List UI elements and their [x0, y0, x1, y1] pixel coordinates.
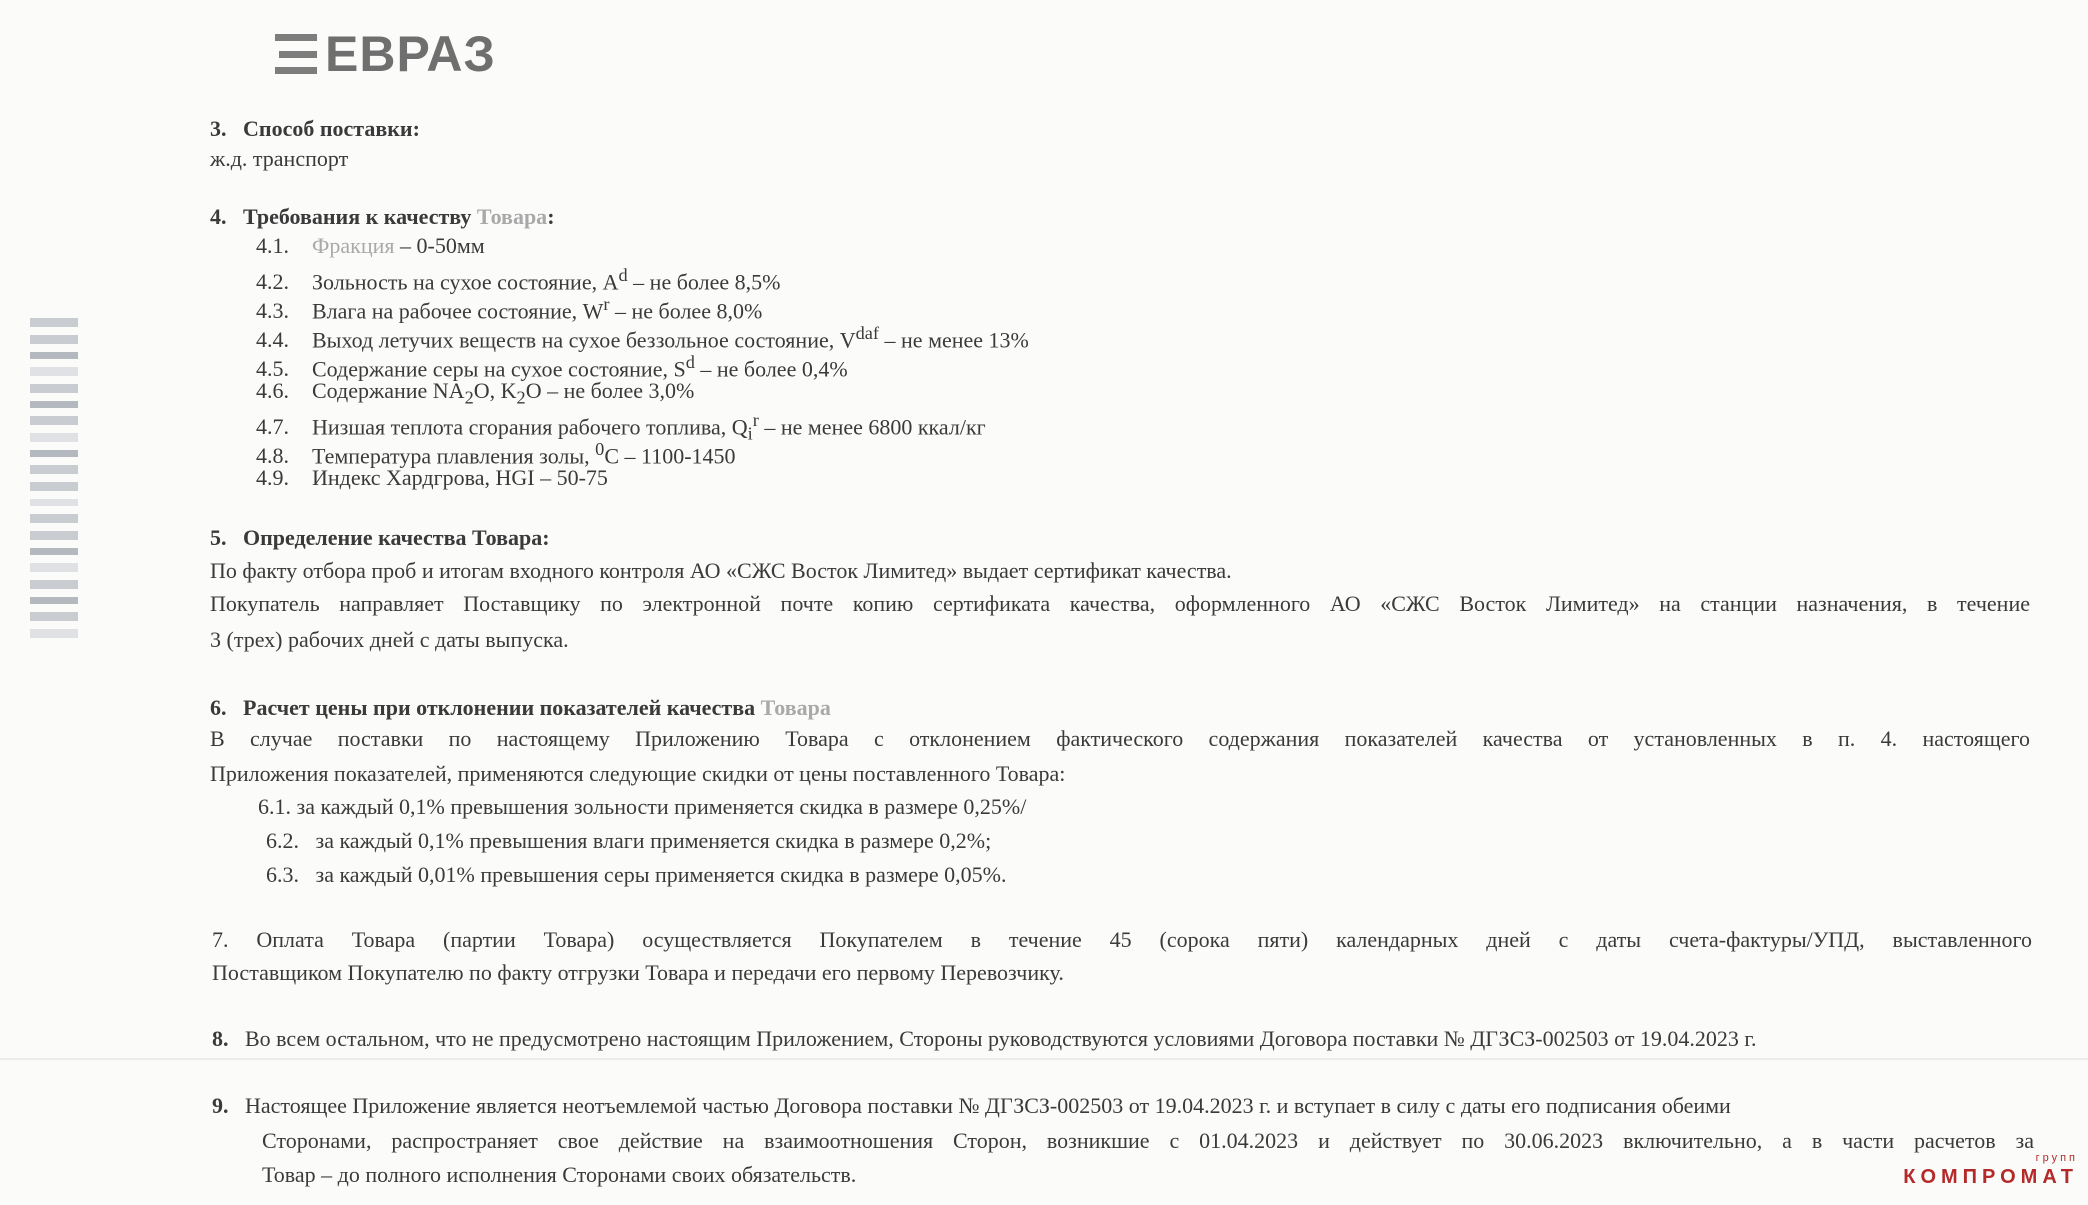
item-number: 4.8. [256, 443, 289, 469]
logo-stripes-icon [275, 34, 317, 74]
section-6-paragraph-cont: Приложения показателей, применяются следующие скидки от цены поставленного Товара: [210, 761, 1066, 786]
item-sup: daf [855, 323, 880, 343]
watermark-small: групп [2035, 1152, 2078, 1164]
item-rest: – не более 8,5% [627, 269, 781, 295]
section-9-line-2: Сторонами, распространяет свое действие на взаимоотношения Сторон, возникшие с 01.04.2023 и действует по 30.06.2023 включительно, а в части расчетов за [262, 1128, 2034, 1153]
item-sub: 2 [516, 387, 526, 408]
section-7-paragraph: 7. Оплата Товара (партии Товара) осуществляется Покупателем в течение 45 (сорока пяти) календарных дней с даты счета-фактуры/УПД, выставленного [212, 927, 2032, 952]
item-text: за каждый 0,01% превышения серы применяется скидка в размере 0,05%. [315, 862, 1007, 887]
section-6-number: 6. [210, 695, 227, 720]
section-5-paragraph-1: По факту отбора проб и итогам входного контроля АО «СЖС Восток Лимитед» выдает сертификат качества. [210, 558, 1232, 583]
section-5-paragraph-2-cont: 3 (трех) рабочих дней с даты выпуска. [210, 627, 569, 652]
section-8-paragraph [212, 1026, 1756, 1052]
section-3-colon: : [412, 116, 420, 141]
company-logo [275, 26, 496, 82]
item-rest: C – 1100-1450 [604, 443, 736, 469]
section-4-colon: : [547, 204, 555, 229]
watermark-logo [1903, 1152, 2078, 1189]
item-rest: O – не более 3,0% [525, 378, 695, 403]
section-6-title-faded: Товара [760, 695, 831, 720]
section-3-number: 3. [210, 116, 227, 141]
item-text: Низшая теплота сгорания рабочего топлива, Q [312, 414, 748, 440]
item-number: 4.6. [256, 378, 289, 403]
section-5-title: Определение качества Товара [243, 525, 543, 550]
list-item [256, 233, 485, 259]
item-text: Индекс Хардгрова, HGI – 50-75 [312, 465, 608, 490]
item-text: Содержание NA [312, 378, 465, 403]
section-7-paragraph-cont: Поставщиком Покупателю по факту отгрузки Товара и передачи его первому Перевозчику. [212, 960, 1064, 985]
section-8-text: Во всем остальном, что не предусмотрено настоящим Приложением, Стороны руководствуются условиями Договора поставки № ДГЗСЗ-002503 от 19.04.2023 г. [245, 1026, 1757, 1051]
section-9-number: 9. [212, 1093, 229, 1118]
list-item [258, 794, 1026, 820]
section-9-line-1: Настоящее Приложение является неотъемлемой частью Договора поставки № ДГЗСЗ-002503 от 19.04.2023 г. и вступает в силу с даты его подписания обеими [245, 1093, 1731, 1118]
section-5-heading [210, 525, 550, 551]
section-9-paragraph [212, 1093, 2034, 1119]
item-text: Зольность на сухое состояние, A [312, 269, 619, 295]
section-4-title: Требования к качеству [243, 204, 477, 229]
item-rest: – не менее 6800 ккал/кг [758, 414, 986, 440]
list-item [256, 465, 608, 491]
item-text: Выход летучих веществ на сухое беззольное состояние, V [312, 327, 856, 353]
item-rest: – не более 0,4% [694, 356, 848, 382]
item-text: Влага на рабочее состояние, W [312, 298, 604, 324]
list-item [266, 862, 1007, 888]
item-text: Температура плавления золы, [312, 443, 596, 469]
item-sup: 0 [595, 439, 605, 459]
section-5-paragraph-2: Покупатель направляет Поставщику по электронной почте копию сертификата качества, оформленного АО «СЖС Восток Лимитед» на станции назначения, в течение [210, 591, 2030, 616]
item-number: 6.2. [266, 828, 299, 853]
item-rest: – не более 8,0% [609, 298, 763, 324]
section-5-colon: : [542, 525, 550, 550]
item-number: 6.1. [258, 794, 291, 819]
item-sup: d [618, 265, 628, 285]
watermark-big: КОМПРОМАТ [1903, 1166, 2078, 1188]
item-faded-text: Фракция [312, 233, 395, 258]
item-text: Содержание серы на сухое состояние, S [312, 356, 686, 382]
item-number: 4.2. [256, 269, 289, 295]
item-sub: i [747, 423, 753, 444]
section-8-number: 8. [212, 1026, 229, 1051]
list-item [256, 378, 694, 410]
scan-stripe [0, 1058, 2088, 1060]
section-4-title-faded: Товара [476, 204, 548, 229]
item-sup: r [752, 410, 759, 430]
section-4-number: 4. [210, 204, 227, 229]
item-text: за каждый 0,1% превышения зольности применяется скидка в размере 0,25%/ [296, 794, 1027, 819]
item-number: 4.3. [256, 298, 289, 324]
list-item [266, 828, 991, 854]
section-3-title: Способ поставки [243, 116, 413, 141]
item-sup: r [603, 294, 610, 314]
item-number: 4.9. [256, 465, 289, 490]
item-text: за каждый 0,1% превышения влаги применяется скидка в размере 0,2%; [315, 828, 992, 853]
section-6-paragraph: В случае поставки по настоящему Приложению Товара с отклонением фактического содержания показателей качества от установленных в п. 4. настоящего [210, 726, 2030, 751]
section-5-number: 5. [210, 525, 227, 550]
item-mid: O, K [473, 378, 517, 403]
section-9-line-3: Товар – до полного исполнения Сторонами своих обязательств. [262, 1162, 857, 1187]
item-number: 6.3. [266, 862, 299, 887]
item-number: 4.4. [256, 327, 289, 353]
section-6-heading [210, 695, 831, 721]
section-6-title: Расчет цены при отклонении показателей качества [243, 695, 761, 720]
section-3-body: ж.д. транспорт [210, 146, 349, 171]
section-4-heading [210, 204, 555, 230]
item-sub: 2 [464, 387, 474, 408]
logo-text: ЕВРАЗ [325, 26, 496, 82]
section-3-heading [210, 116, 420, 142]
redacted-stamp-strip [30, 318, 78, 638]
item-number: 4.1. [256, 233, 289, 258]
item-number: 4.7. [256, 414, 289, 440]
item-rest: – не менее 13% [879, 327, 1029, 353]
item-number: 4.5. [256, 356, 289, 382]
item-sup: d [685, 352, 695, 372]
item-text: – 0-50мм [394, 233, 485, 258]
